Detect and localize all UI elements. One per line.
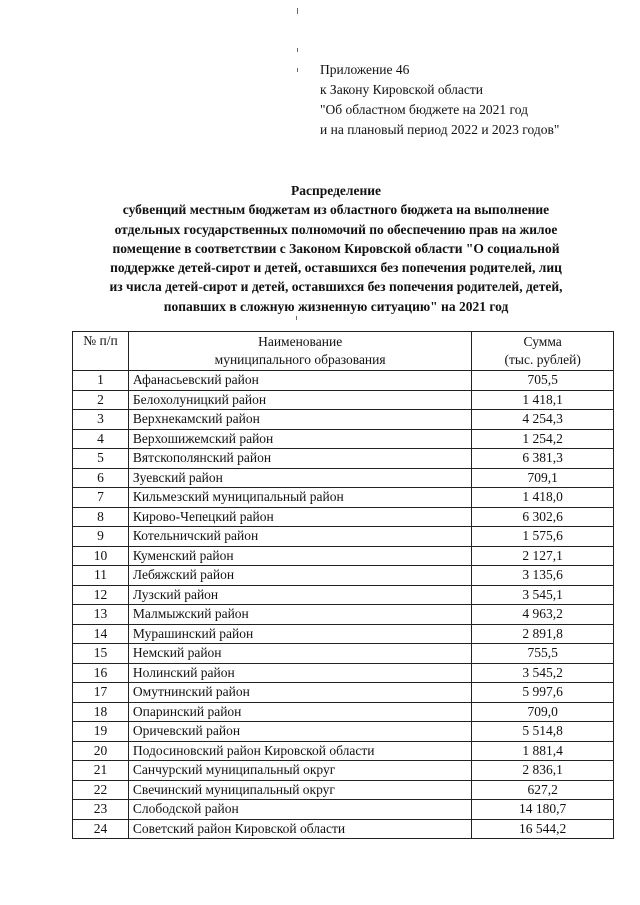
row-number: 16 <box>73 663 129 683</box>
row-amount: 1 881,4 <box>472 741 614 761</box>
row-amount: 5 514,8 <box>472 722 614 742</box>
scan-mark <box>297 48 298 52</box>
table-row <box>73 663 614 683</box>
title-line: Распределение <box>290 183 382 198</box>
title-line: помещение в соответствии с Законом Кировской области "О социальной <box>112 240 560 256</box>
distribution-table <box>72 331 614 839</box>
row-municipality: Белохолуницкий район <box>128 390 471 410</box>
row-amount: 3 545,2 <box>472 663 614 683</box>
row-amount: 1 254,2 <box>472 429 614 449</box>
row-number: 4 <box>73 429 129 449</box>
table-row <box>73 585 614 605</box>
row-number: 15 <box>73 644 129 664</box>
row-number: 12 <box>73 585 129 605</box>
header-sum <box>472 332 614 371</box>
row-municipality: Советский район Кировской области <box>128 819 471 839</box>
row-number: 20 <box>73 741 129 761</box>
header-sum-line2: (тыс. рублей) <box>504 352 581 367</box>
row-municipality: Санчурский муниципальный округ <box>128 761 471 781</box>
row-number: 19 <box>73 722 129 742</box>
row-municipality: Слободской район <box>128 800 471 820</box>
table-row <box>73 819 614 839</box>
row-municipality: Котельничский район <box>128 527 471 547</box>
row-amount: 1 418,0 <box>472 488 614 508</box>
title-line: поддержке детей-сирот и детей, оставшихся без попечения родителей, лиц <box>110 260 562 276</box>
row-municipality: Лузский район <box>128 585 471 605</box>
row-amount: 4 963,2 <box>472 605 614 625</box>
row-municipality: Верхнекамский район <box>128 410 471 430</box>
row-number: 13 <box>73 605 129 625</box>
row-amount: 6 381,3 <box>472 449 614 469</box>
row-municipality: Вятскополянский район <box>128 449 471 469</box>
header-name-line1: Наименование <box>258 334 343 349</box>
row-number: 18 <box>73 702 129 722</box>
row-amount: 4 254,3 <box>472 410 614 430</box>
table-row <box>73 507 614 527</box>
row-amount: 709,0 <box>472 702 614 722</box>
row-amount: 2 891,8 <box>472 624 614 644</box>
row-municipality: Кильмезский муниципальный район <box>128 488 471 508</box>
title-line: из числа детей-сирот и детей, оставшихся без попечения родителей, детей, <box>109 279 563 295</box>
row-amount: 705,5 <box>472 371 614 391</box>
row-municipality: Зуевский район <box>128 468 471 488</box>
table-row <box>73 702 614 722</box>
row-amount: 627,2 <box>472 780 614 800</box>
row-amount: 2 127,1 <box>472 546 614 566</box>
row-number: 6 <box>73 468 129 488</box>
table-row <box>73 761 614 781</box>
row-municipality: Немский район <box>128 644 471 664</box>
header-name-line2: муниципального образования <box>214 352 386 367</box>
table-row <box>73 468 614 488</box>
table-header-row <box>73 332 614 371</box>
row-number: 10 <box>73 546 129 566</box>
row-number: 2 <box>73 390 129 410</box>
row-municipality: Верхошижемский район <box>128 429 471 449</box>
row-amount: 2 836,1 <box>472 761 614 781</box>
row-number: 7 <box>73 488 129 508</box>
table-row <box>73 683 614 703</box>
appendix-line: к Закону Кировской области <box>320 82 484 97</box>
row-amount: 3 135,6 <box>472 566 614 586</box>
row-amount: 16 544,2 <box>472 819 614 839</box>
row-amount: 709,1 <box>472 468 614 488</box>
row-number: 11 <box>73 566 129 586</box>
row-number: 21 <box>73 761 129 781</box>
row-municipality: Подосиновский район Кировской области <box>128 741 471 761</box>
row-number: 17 <box>73 683 129 703</box>
row-municipality: Афанасьевский район <box>128 371 471 391</box>
row-number: 9 <box>73 527 129 547</box>
row-amount: 1 575,6 <box>472 527 614 547</box>
table-row <box>73 390 614 410</box>
table-row <box>73 605 614 625</box>
row-amount: 6 302,6 <box>472 507 614 527</box>
appendix-header <box>320 60 559 140</box>
row-municipality: Лебяжский район <box>128 566 471 586</box>
row-number: 8 <box>73 507 129 527</box>
document-title <box>60 181 612 316</box>
row-number: 5 <box>73 449 129 469</box>
title-line: отдельных государственных полномочий по обеспечению прав на жилое <box>114 221 558 237</box>
appendix-line: и на плановый период 2022 и 2023 годов" <box>320 122 560 137</box>
table-row <box>73 722 614 742</box>
table-row <box>73 488 614 508</box>
row-number: 23 <box>73 800 129 820</box>
appendix-line: "Об областном бюджете на 2021 год <box>320 102 528 117</box>
table-row <box>73 741 614 761</box>
table-row <box>73 780 614 800</box>
row-municipality: Омутнинский район <box>128 683 471 703</box>
row-municipality: Свечинский муниципальный округ <box>128 780 471 800</box>
table-row <box>73 644 614 664</box>
appendix-line: Приложение 46 <box>320 62 410 77</box>
table-row <box>73 800 614 820</box>
title-line: попавших в сложную жизненную ситуацию" на 2021 год <box>163 298 509 314</box>
row-amount: 3 545,1 <box>472 585 614 605</box>
row-municipality: Мурашинский район <box>128 624 471 644</box>
scan-mark <box>297 8 298 14</box>
row-amount: 5 997,6 <box>472 683 614 703</box>
table-row <box>73 566 614 586</box>
header-name <box>128 332 471 371</box>
scan-mark <box>297 68 298 72</box>
row-municipality: Малмыжский район <box>128 605 471 625</box>
row-number: 14 <box>73 624 129 644</box>
header-number: № п/п <box>73 332 129 371</box>
row-amount: 14 180,7 <box>472 800 614 820</box>
row-amount: 755,5 <box>472 644 614 664</box>
row-municipality: Куменский район <box>128 546 471 566</box>
row-number: 24 <box>73 819 129 839</box>
table-row <box>73 371 614 391</box>
row-municipality: Оричевский район <box>128 722 471 742</box>
table-row <box>73 527 614 547</box>
table-row <box>73 624 614 644</box>
table-row <box>73 410 614 430</box>
scan-mark <box>296 316 297 320</box>
row-municipality: Нолинский район <box>128 663 471 683</box>
row-number: 1 <box>73 371 129 391</box>
table-row <box>73 429 614 449</box>
table-row <box>73 546 614 566</box>
row-number: 22 <box>73 780 129 800</box>
row-municipality: Кирово-Чепецкий район <box>128 507 471 527</box>
row-amount: 1 418,1 <box>472 390 614 410</box>
table-row <box>73 449 614 469</box>
row-municipality: Опаринский район <box>128 702 471 722</box>
header-sum-line1: Сумма <box>523 334 562 349</box>
title-line: субвенций местным бюджетам из областного бюджета на выполнение <box>122 202 550 218</box>
row-number: 3 <box>73 410 129 430</box>
